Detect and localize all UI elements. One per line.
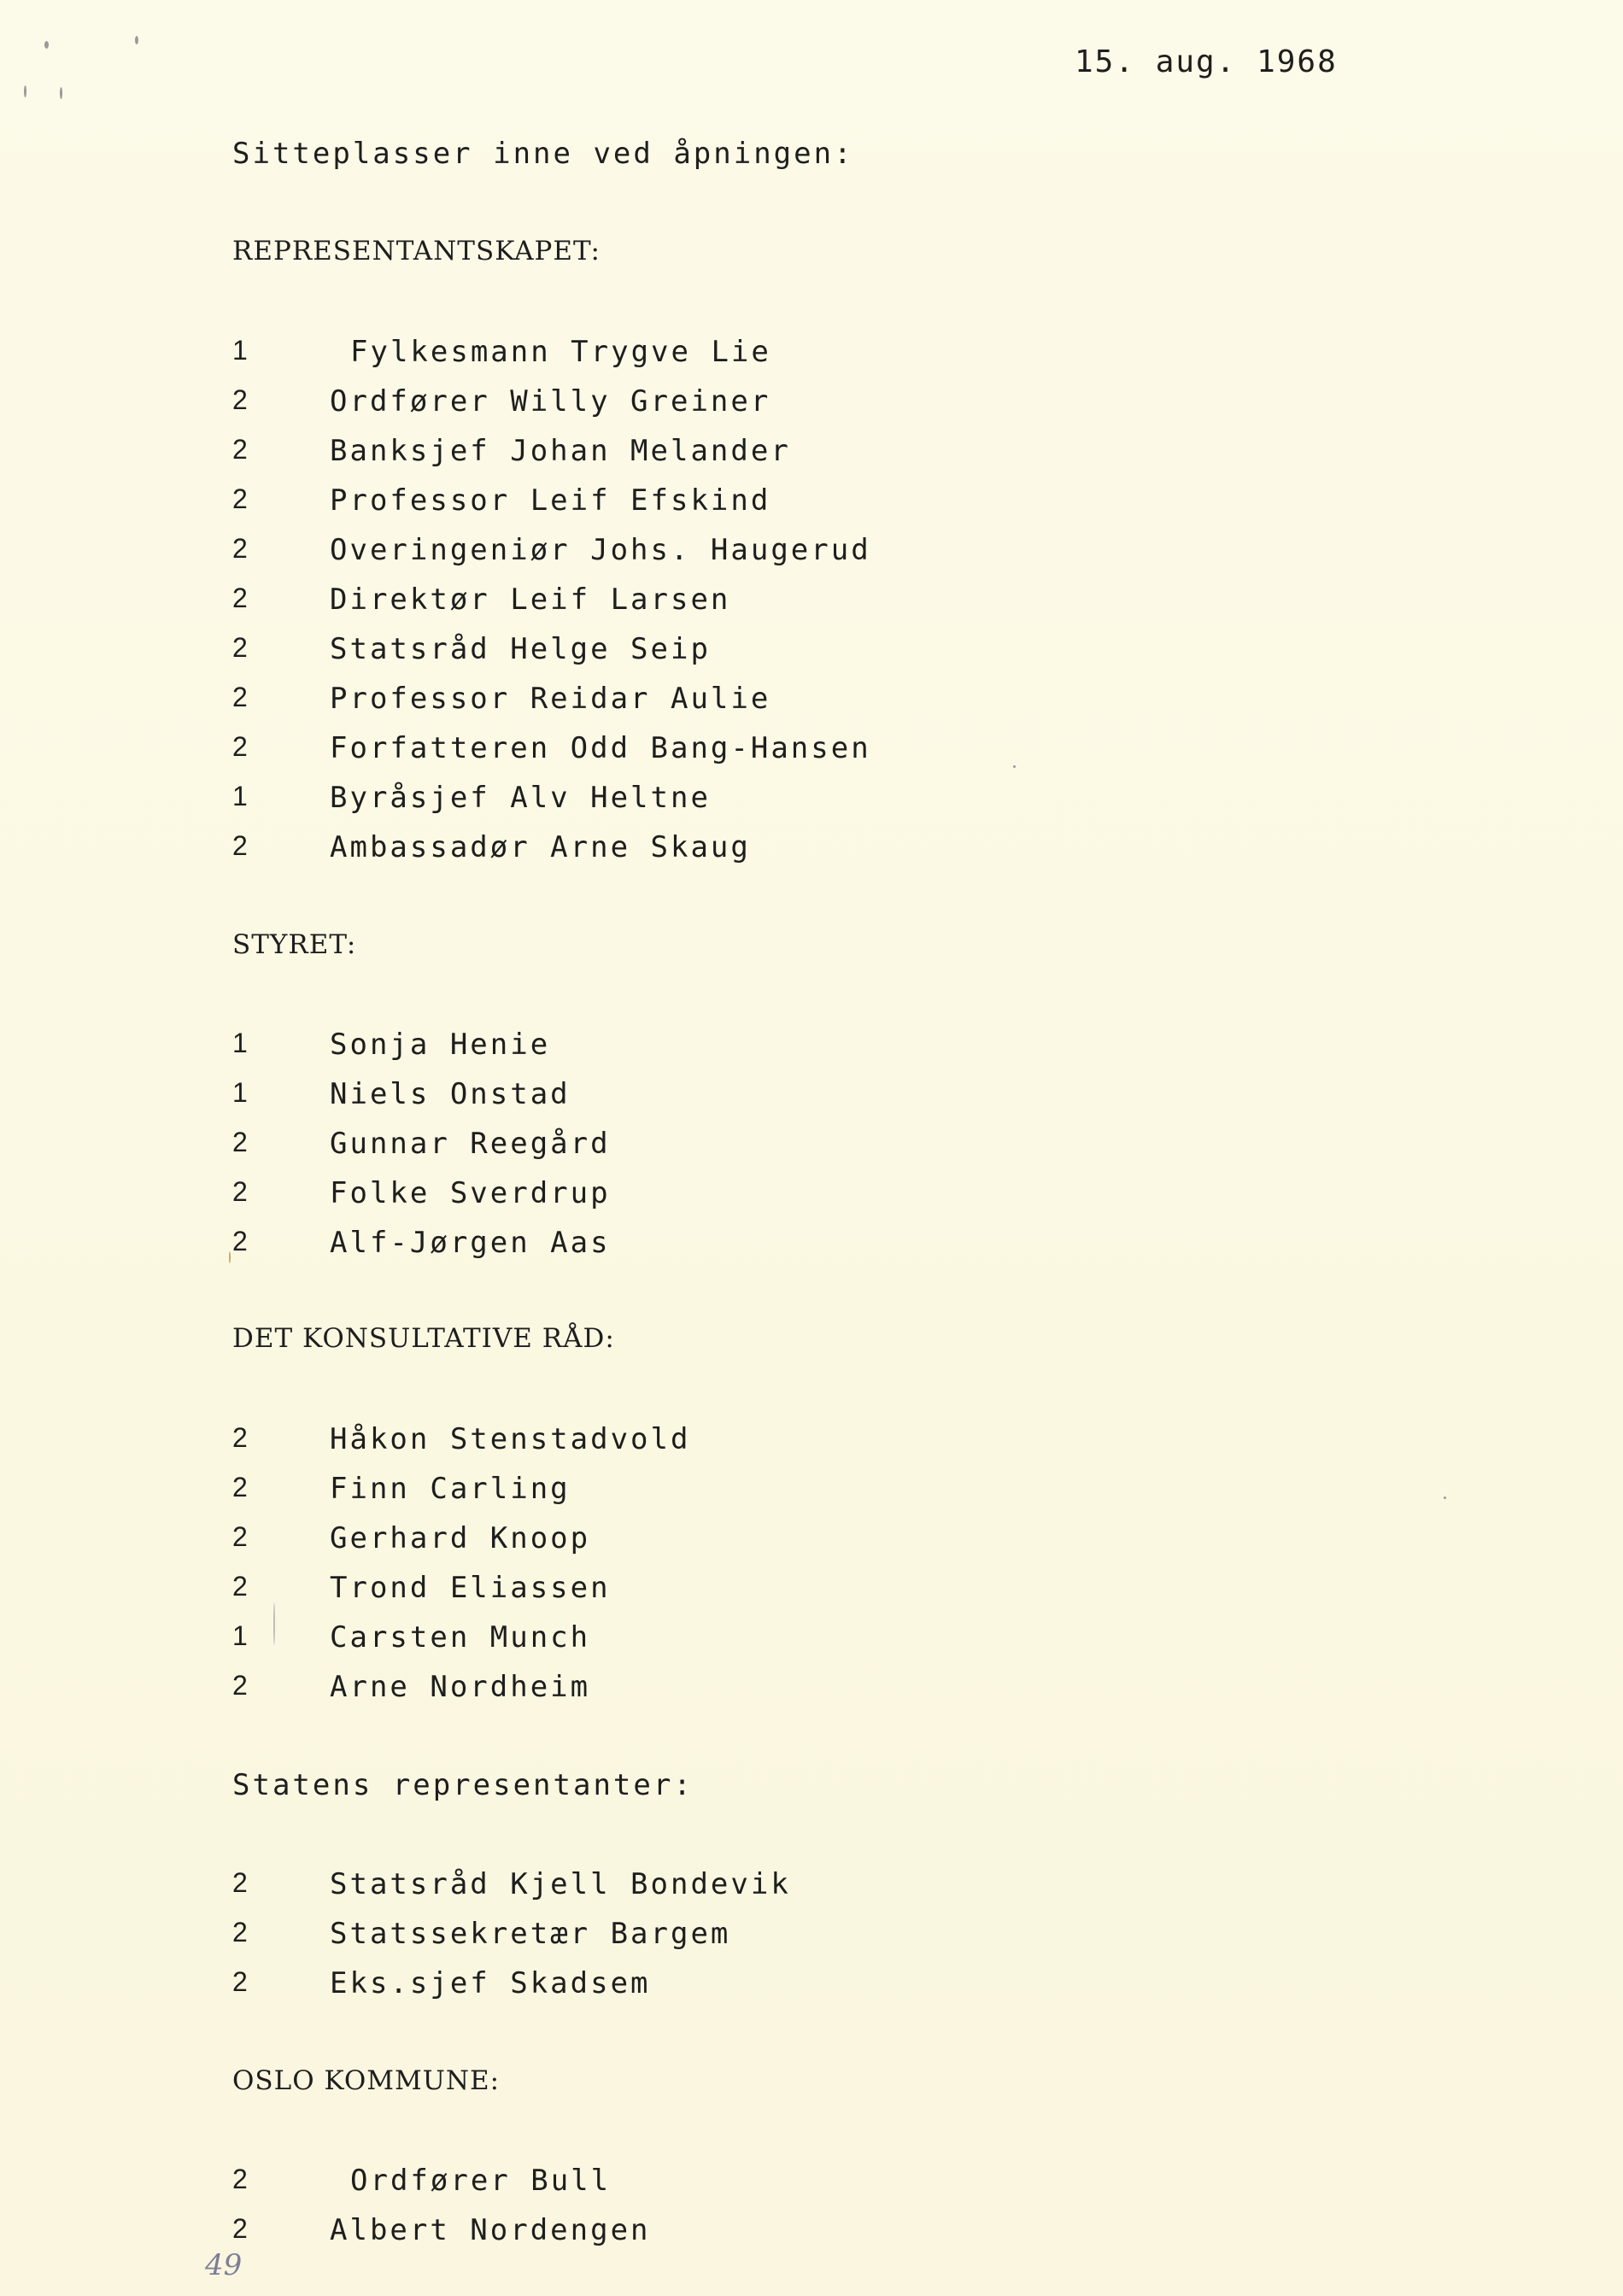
scan-speck [1444,1496,1446,1499]
guest-name: Ordfører Bull [350,2164,612,2198]
guest-name: Ordfører Willy Greiner [330,384,771,419]
section-heading-statens-representanter: Statens representanter: [232,1768,694,1802]
guest-name: Sonja Henie [330,1028,551,1062]
guest-name: Håkon Stenstadvold [330,1422,691,1456]
seat-count: 2 [232,2164,248,2194]
seat-count: 1 [232,1028,248,1058]
guest-name: Arne Nordheim [330,1670,591,1704]
seat-count: 2 [232,830,248,861]
seat-count: 2 [232,384,248,415]
document-intro: Sitteplasser inne ved åpningen: [232,137,854,171]
guest-name: Banksjef Johan Melander [330,434,791,468]
guest-name: Folke Sverdrup [330,1176,611,1210]
section-heading-representantskapet: REPRESENTANTSKAPET: [232,236,601,266]
pencil-mark [229,1251,231,1263]
guest-name: Statssekretær Bargem [330,1917,731,1951]
handwritten-page-number: 49 [205,2248,243,2282]
guest-name: Statsråd Helge Seip [330,632,711,666]
section-heading-oslo-kommune: OSLO KOMMUNE: [232,2065,501,2096]
scan-speck [135,36,138,44]
guest-name: Forfatteren Odd Bang-Hansen [330,731,871,765]
seat-count: 2 [232,434,248,465]
guest-name: Alf-Jørgen Aas [330,1226,611,1260]
seat-count: 2 [232,1966,248,1997]
guest-name: Professor Leif Efskind [330,483,771,518]
section-heading-konsultative-rad: DET KONSULTATIVE RÅD: [232,1323,615,1354]
seat-count: 2 [232,533,248,564]
seat-count: 1 [232,1077,248,1108]
guest-name: Gerhard Knoop [330,1521,591,1555]
seat-count: 1 [232,1620,248,1651]
seat-count: 2 [232,632,248,663]
guest-name: Ambassadør Arne Skaug [330,830,751,864]
seat-count: 2 [232,583,248,613]
seat-count: 2 [232,2213,248,2244]
seat-count: 2 [232,1521,248,1552]
seat-count: 1 [232,781,248,811]
guest-name: Niels Onstad [330,1077,571,1111]
seat-count: 2 [232,1176,248,1207]
guest-name: Fylkesmann Trygve Lie [350,335,771,369]
seat-count: 2 [232,1670,248,1701]
seat-count: 2 [232,483,248,514]
scan-speck [44,41,49,49]
seat-count: 2 [232,682,248,712]
guest-name: Statsråd Kjell Bondevik [330,1867,791,1901]
seat-count: 2 [232,1867,248,1898]
seat-count: 2 [232,1472,248,1502]
guest-name: Byråsjef Alv Heltne [330,781,711,815]
guest-name: Direktør Leif Larsen [330,583,731,617]
guest-name: Overingeniør Johs. Haugerud [330,533,871,567]
guest-name: Gunnar Reegård [330,1127,611,1161]
scan-speck [24,85,26,97]
scan-speck [60,87,62,99]
document-date: 15. aug. 1968 [1075,44,1338,79]
seat-count: 2 [232,1917,248,1948]
guest-name: Eks.sjef Skadsem [330,1966,651,2000]
seat-count: 2 [232,731,248,762]
guest-name: Finn Carling [330,1472,571,1506]
guest-name: Carsten Munch [330,1620,591,1655]
scan-speck [1013,765,1016,768]
seat-count: 2 [232,1571,248,1602]
seat-count: 2 [232,1226,248,1256]
seat-count: 2 [232,1422,248,1453]
guest-name: Professor Reidar Aulie [330,682,771,716]
section-heading-styret: STYRET: [232,929,357,960]
guest-name: Albert Nordengen [330,2213,651,2247]
pencil-mark [273,1602,275,1645]
guest-name: Trond Eliassen [330,1571,611,1605]
seat-count: 2 [232,1127,248,1157]
seat-count: 1 [232,335,248,366]
